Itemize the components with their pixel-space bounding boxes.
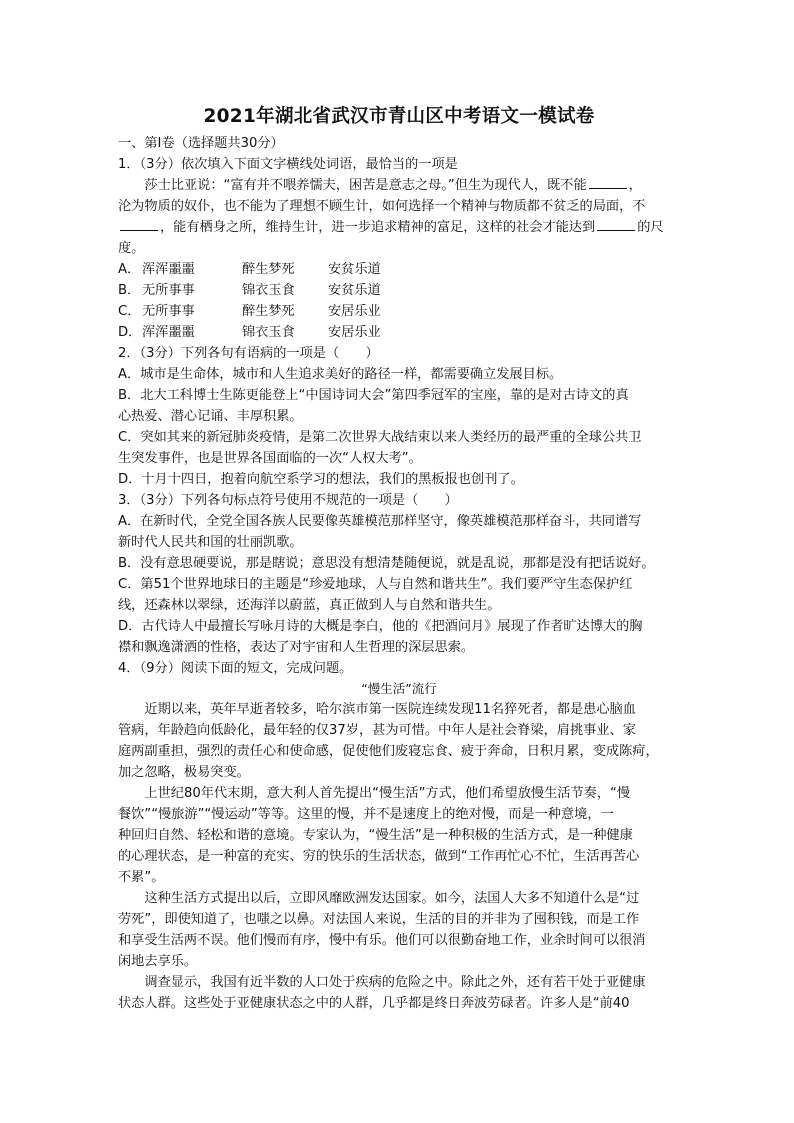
article-paragraph-2-line: 的心理状态，是一种富的充实、穷的快乐的生活状态，做到“工作再忙心不忙，生活再苦心 (118, 849, 640, 864)
question-2-option-a[interactable]: A．城市是生命体，城市和人生追求美好的路径一样，都需要确立发展目标。 (118, 367, 563, 382)
question-2-option-c-cont: 生突发事件，也是世界各国面临的一次“人权大考”。 (118, 451, 422, 466)
question-1-stem: 1．（3分）依次填入下面文字横线处词语，最恰当的一项是 (118, 157, 458, 172)
article-paragraph-2-line: 种回归自然、轻松和谐的意境。专家认为，“慢生活”是一种积极的生活方式，是一种健康 (118, 828, 633, 843)
article-paragraph-2-line: 上世纪80年代末期，意大利人首先提出“慢生活”方式，他们希望放慢生活节奏，“慢 (144, 786, 631, 801)
question-3-option-c[interactable]: C．第51个世界地球日的主题是“珍爱地球，人与自然和谐共生”。我们要严守生态保护红 (118, 577, 633, 592)
exam-page (118, 103, 680, 1014)
article-paragraph-4-line: 状态人群。这些处于亚健康状态之中的人群，几乎都是终日奔波劳碌者。许多人是“前40 (118, 996, 630, 1011)
question-1-option-d[interactable]: D． 浑浑噩噩 锦衣玉食 安居乐业 (118, 325, 381, 340)
question-2-option-c[interactable]: C．突如其来的新冠肺炎疫情，是第二次世界大战结束以来人类经历的最严重的全球公共卫 (118, 430, 642, 445)
question-1-passage-line: 莎士比亚说：“富有并不喂养懦夫，困苦是意志之母。”但生为现代人，既不能 ， (118, 175, 680, 196)
question-3-option-a[interactable]: A．在新时代，全党全国各族人民要像英雄模范那样坚守，像英雄模范那样奋斗，共同谱写 (118, 514, 642, 529)
question-3-option-a-cont: 新时代人民共和国的壮丽凯歌。 (118, 535, 303, 550)
answer-blank[interactable] (589, 175, 627, 189)
article-paragraph-1-line: 近期以来，英年早逝者较多，哈尔滨市第一医院连续发现11名猝死者，都是患心脑血 (144, 702, 636, 717)
article-paragraph-3-line: 和享受生活两不误。他们慢而有序，慢中有乐。他们可以很勤奋地工作，业余时间可以很消 (118, 933, 646, 948)
article-paragraph-4-line: 调查显示，我国有近半数的人口处于疾病的危险之中。除此之外，还有若干处于亚健康 (144, 975, 646, 990)
question-1-passage-line: 沦为物质的奴仆，也不能为了理想不顾生计，如何选择一个精神与物质都不贫乏的局面，不 (118, 199, 646, 214)
question-3-option-c-cont: 线，还森林以翠绿，还海洋以蔚蓝，真正做到人与自然和谐共生。 (118, 598, 501, 613)
article-paragraph-2-line: 餐饮”“慢旅游”“慢运动”等等。这里的慢，并不是速度上的绝对慢，而是一种意境，一 (118, 807, 614, 822)
question-2-option-d[interactable]: D．十月十四日，抱着向航空系学习的想法，我们的黑板报也创刊了。 (118, 472, 524, 487)
question-1-option-a[interactable]: A． 浑浑噩噩 醉生梦死 安贫乐道 (118, 262, 381, 277)
question-3-option-b[interactable]: B．没有意思硬要说，那是瞎说；意思没有想清楚随便说，就是乱说，那都是没有把话说好。 (118, 556, 655, 571)
question-3-option-d-cont: 襟和飘逸潇洒的性格，表达了对宇宙和人生哲理的深层思索。 (118, 640, 475, 655)
page-title: 2021年湖北省武汉市青山区中考语文一模试卷 (203, 106, 595, 127)
question-2-stem: 2．（3分）下列各句有语病的一项是（ ） (118, 346, 379, 361)
article-paragraph-3-line: 劳死”，即使知道了，也嗤之以鼻。对法国人来说，生活的目的并非为了囤积钱，而是工作 (118, 912, 640, 927)
article-paragraph-2-line: 不累”。 (118, 870, 165, 885)
article-title: “慢生活”流行 (361, 681, 437, 696)
section-heading: 一、第Ⅰ卷（选择题共30分） (118, 136, 284, 151)
article-paragraph-1-line: 庭两副重担，强烈的责任心和使命感，促使他们废寝忘食、疲于奔命，日积月累，变成陈疴， (118, 744, 659, 759)
article-paragraph-3-line: 这种生活方式提出以后，立即风靡欧洲发达国家。如今，法国人大多不知道什么是“过 (144, 891, 640, 906)
question-1-passage-line: 度。 (118, 241, 145, 256)
question-4-stem: 4．（9分）阅读下面的短文，完成问题。 (118, 661, 353, 676)
article-paragraph-1-line: 加之忽略，极易突变。 (118, 765, 250, 780)
question-2-option-b[interactable]: B．北大工科博士生陈更能登上“中国诗词大会”第四季冠军的宝座，靠的是对古诗文的真 (118, 388, 629, 403)
question-1-passage-line: ，能有栖身之所，维持生计，进一步追求精神的富足，这样的社会才能达到 的尺 (118, 217, 680, 238)
answer-blank[interactable] (597, 217, 635, 231)
article-paragraph-1-line: 管病，年龄趋向低龄化，最年轻的仅37岁，甚为可惜。中年人是社会脊梁，肩挑事业、家 (118, 723, 636, 738)
answer-blank[interactable] (120, 217, 158, 231)
question-1-option-b[interactable]: B． 无所事事 锦衣玉食 安贫乐道 (118, 283, 381, 298)
question-1-option-c[interactable]: C． 无所事事 醉生梦死 安居乐业 (118, 304, 381, 319)
question-3-option-d[interactable]: D．古代诗人中最擅长写咏月诗的大概是李白，他的《把酒问月》展现了作者旷达博大的胸 (118, 619, 643, 634)
article-paragraph-3-line: 闲地去享乐。 (118, 954, 198, 969)
question-2-option-b-cont: 心热爱、潜心记诵、丰厚积累。 (118, 409, 303, 424)
question-3-stem: 3．（3分）下列各句标点符号使用不规范的一项是（ ） (118, 493, 458, 508)
